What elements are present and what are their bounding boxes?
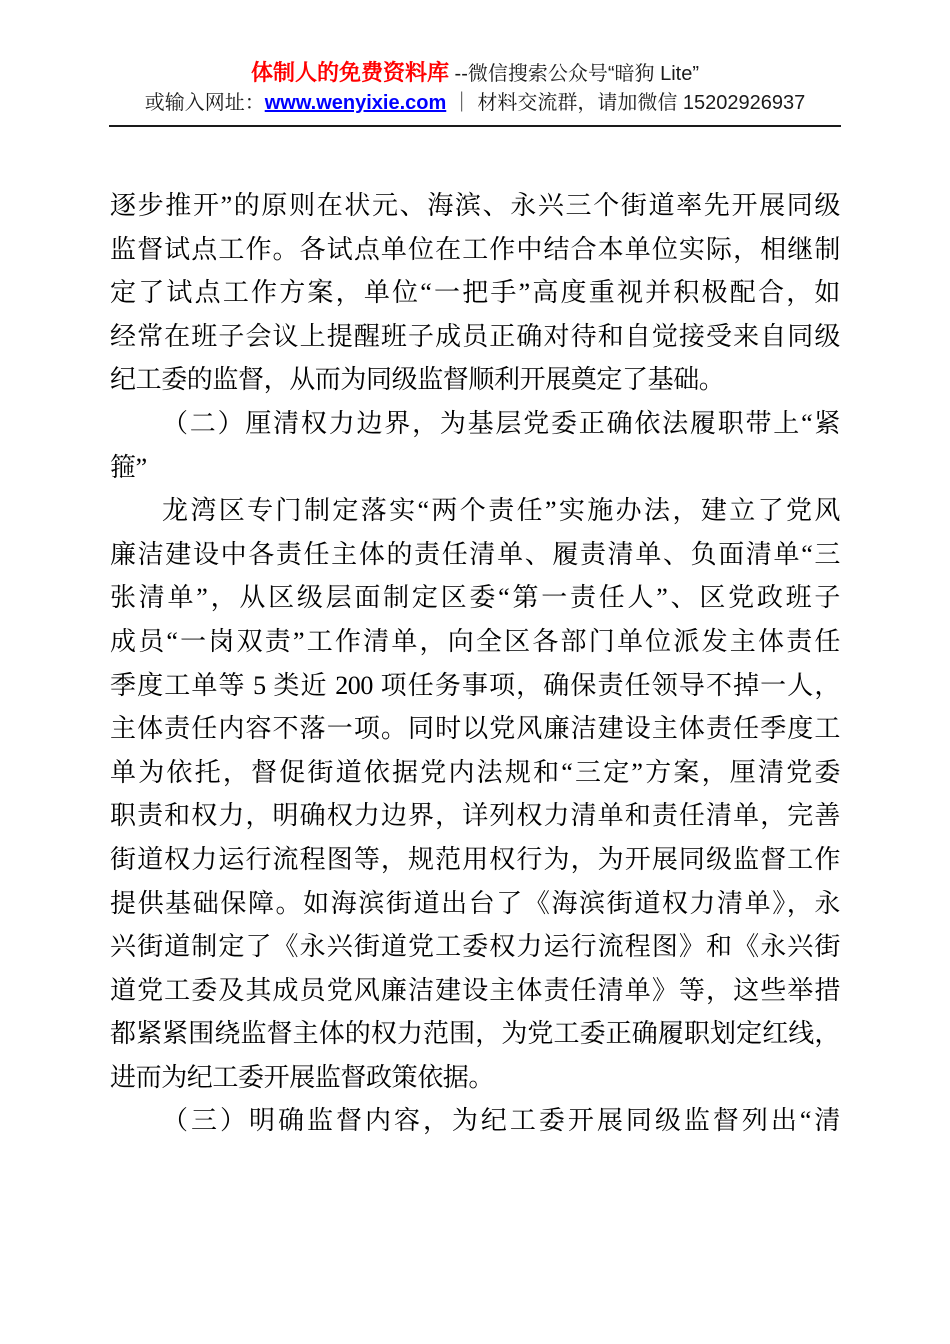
text-line: 兴街道制定了《永兴街道党工委权力运行流程图》和《永兴街 [110,932,840,962]
page-header [109,0,841,127]
header-url-label: 或输入网址： [144,92,265,114]
text-line: 都紧紧围绕监督主体的权力范围，为党工委正确履职划定红线， [110,1019,840,1049]
text-line: （二）厘清权力边界，为基层党委正确依法履职带上“紧 [162,408,840,438]
text-line: 道党工委及其成员党风廉洁建设主体责任清单》等，这些举措 [110,975,840,1005]
text-line: 季度工单等 5 类近 200 项任务事项，确保责任领导不掉一人， [110,670,840,700]
header-tagline: --微信搜索公众号“暗狗 Lite” [449,63,699,85]
header-line-2 [109,89,841,118]
text-line: 箍” [110,452,147,482]
document-body [110,184,840,1143]
section-heading [110,1099,840,1143]
header-contact-info: ｜ 材料交流群，请加微信 15202926937 [446,92,806,114]
website-link[interactable]: www.wenyixie.com [264,92,447,114]
text-line: 纪工委的监督，从而为同级监督顺利开展奠定了基础。 [110,365,725,395]
text-line: 逐步推开”的原则在状元、海滨、永兴三个街道率先开展同级 [110,191,840,220]
text-line: 单为依托，督促街道依据党内法规和“三定”方案，厘清党委 [110,757,840,787]
text-line: 定了试点工作方案，单位“一把手”高度重视并积极配合，如 [110,278,840,308]
brand-text: 体制人的免费资料库 [250,60,449,85]
text-line: 经常在班子会议上提醒班子成员正确对待和自觉接受来自同级 [110,321,840,351]
text-line: 监督试点工作。各试点单位在工作中结合本单位实际，相继制 [110,234,840,264]
text-line: 进而为纪工委开展监督政策依据。 [110,1062,495,1092]
text-line: 提供基础保障。如海滨街道出台了《海滨街道权力清单》，永 [110,888,840,918]
text-line: 廉洁建设中各责任主体的责任清单、履责清单、负面清单“三 [110,539,840,569]
text-line: 主体责任内容不落一项。同时以党风廉洁建设主体责任季度工 [110,714,840,744]
text-line: （三）明确监督内容，为纪工委开展同级监督列出“清 [162,1106,840,1136]
text-line: 成员“一岗双责”工作清单，向全区各部门单位派发主体责任 [110,626,840,656]
text-line: 张清单”，从区级层面制定区委“第一责任人”、区党政班子 [110,583,840,613]
text-line: 龙湾区专门制定落实“两个责任”实施办法，建立了党风 [162,496,840,526]
text-line: 职责和权力，明确权力边界，详列权力清单和责任清单，完善 [110,801,840,831]
header-line-1 [109,58,841,89]
paragraph [110,184,840,402]
paragraph [110,489,840,1099]
text-line: 街道权力运行流程图等，规范用权行为，为开展同级监督工作 [110,844,840,874]
section-heading [110,402,840,489]
